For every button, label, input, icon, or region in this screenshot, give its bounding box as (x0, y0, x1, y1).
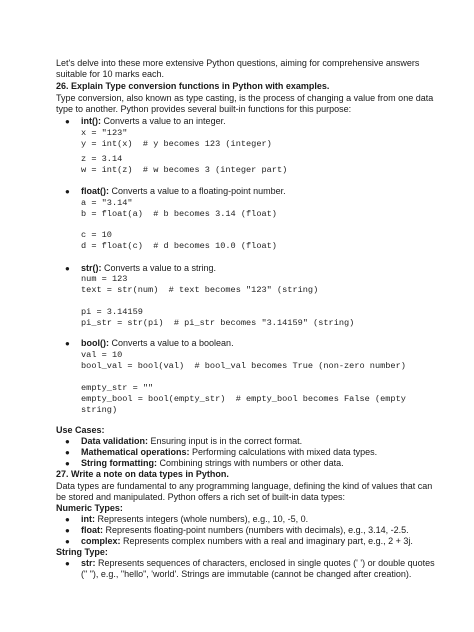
numeric-type-label: float: (81, 525, 103, 535)
use-case-label: String formatting: (81, 458, 157, 468)
float-function-item (81, 186, 286, 198)
bullet-icon: ● (65, 339, 70, 348)
q26-description: type to another. Python provides several built-in functions for this purpose: (56, 104, 352, 114)
code-line: string) (81, 405, 118, 415)
numeric-types-heading: Numeric Types: (56, 503, 123, 513)
use-case-label: Mathematical operations: (81, 447, 190, 457)
code-line: w = int(z) # w becomes 3 (integer part) (81, 165, 288, 175)
string-type-text-cont: (" "), e.g., "hello", 'world'. Strings are immutable (cannot be changed after creation). (81, 569, 412, 579)
str-function-item (81, 263, 216, 275)
bullet-icon: ● (65, 459, 70, 468)
numeric-type-text: Represents integers (whole numbers), e.g., 10, -5, 0. (95, 514, 309, 524)
numeric-type-item (81, 536, 413, 548)
numeric-type-text: Represents floating-point numbers (numbers with decimals), e.g., 3.14, -2.5. (103, 525, 409, 535)
code-line: z = 3.14 (81, 154, 123, 164)
use-case-text: Ensuring input is in the correct format. (148, 436, 303, 446)
numeric-type-label: complex: (81, 536, 121, 546)
string-type-text: Represents sequences of characters, enclosed in single quotes (' ') or double quotes (95, 558, 435, 568)
code-line: c = 10 (81, 230, 112, 240)
numeric-type-item (81, 525, 409, 537)
numeric-type-item (81, 514, 308, 526)
code-line: y = int(x) # y becomes 123 (integer) (81, 139, 272, 149)
bullet-icon: ● (65, 559, 70, 568)
int-function-name: int(): (81, 116, 101, 126)
bullet-icon: ● (65, 187, 70, 196)
use-cases-heading: Use Cases: (56, 425, 105, 435)
use-case-item (81, 447, 377, 459)
bullet-icon: ● (65, 117, 70, 126)
use-case-item (81, 436, 302, 448)
float-function-desc: Converts a value to a floating-point number. (109, 186, 286, 196)
string-type-label: str: (81, 558, 96, 568)
str-function-name: str(): (81, 263, 102, 273)
code-line: x = "123" (81, 128, 128, 138)
bool-function-desc: Converts a value to a boolean. (108, 338, 234, 348)
numeric-type-text: Represents complex numbers with a real and imaginary part, e.g., 2 + 3j. (120, 536, 413, 546)
bullet-icon: ● (65, 264, 70, 273)
bool-function-item (81, 338, 234, 350)
use-case-item (81, 458, 344, 470)
code-line: bool_val = bool(val) # bool_val becomes True (non-zero number) (81, 361, 406, 371)
intro-line: Let's delve into these more extensive Python questions, aiming for comprehensive answers (56, 58, 420, 68)
string-type-heading: String Type: (56, 547, 108, 557)
bool-function-name: bool(): (81, 338, 109, 348)
numeric-type-label: int: (81, 514, 95, 524)
code-line: pi_str = str(pi) # pi_str becomes "3.14159" (string) (81, 318, 355, 328)
use-case-text: Combining strings with numbers or other data. (157, 458, 344, 468)
q27-description: Data types are fundamental to any programming language, defining the kind of values that can (56, 481, 433, 491)
str-function-desc: Converts a value to a string. (101, 263, 217, 273)
float-function-name: float(): (81, 186, 109, 196)
use-case-label: Data validation: (81, 436, 149, 446)
int-function-item (81, 116, 226, 128)
question-27-heading: 27. Write a note on data types in Python. (56, 469, 229, 479)
code-line: empty_bool = bool(empty_str) # empty_bool becomes False (empty (81, 394, 406, 404)
bullet-icon: ● (65, 515, 70, 524)
question-26-heading: 26. Explain Type conversion functions in Python with examples. (56, 81, 330, 91)
q27-description: be stored and manipulated. Python offers a rich set of built-in data types: (56, 492, 346, 502)
intro-line: suitable for 10 marks each. (56, 69, 165, 79)
code-line: a = "3.14" (81, 198, 133, 208)
bullet-icon: ● (65, 526, 70, 535)
int-function-desc: Converts a value to an integer. (101, 116, 226, 126)
code-line: pi = 3.14159 (81, 307, 143, 317)
bullet-icon: ● (65, 448, 70, 457)
bullet-icon: ● (65, 437, 70, 446)
string-type-item (81, 558, 435, 570)
bullet-icon: ● (65, 537, 70, 546)
code-line: empty_str = "" (81, 383, 154, 393)
code-line: val = 10 (81, 350, 123, 360)
q26-description: Type conversion, also known as type casting, is the process of changing a value from one data (56, 93, 434, 103)
code-line: b = float(a) # b becomes 3.14 (float) (81, 209, 277, 219)
code-line: d = float(c) # d becomes 10.0 (float) (81, 241, 277, 251)
code-line: num = 123 (81, 274, 128, 284)
use-case-text: Performing calculations with mixed data types. (189, 447, 378, 457)
code-line: text = str(num) # text becomes "123" (string) (81, 285, 319, 295)
